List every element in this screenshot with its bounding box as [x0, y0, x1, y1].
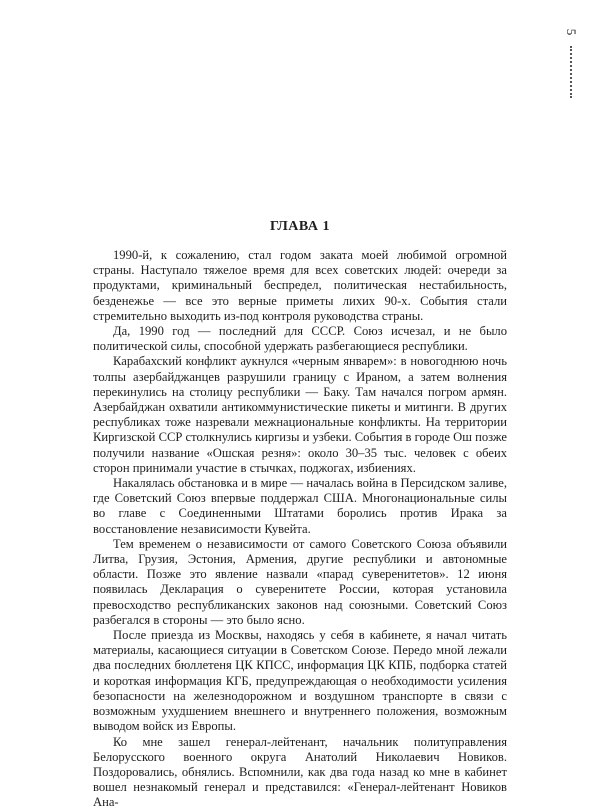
paragraph-2: Да, 1990 год — последний для СССР. Союз исчезал, и не было политической силы, способной удержать разбегающиеся республики.: [93, 324, 507, 354]
paragraph-1: 1990-й, к сожалению, стал годом заката моей любимой огромной страны. Наступало тяжелое время для всех советских людей: очереди за продуктами, криминальный беспредел, политическая нестабильность, безденежье — все это верные приметы лихих 90-х. События стали стремительно выходить из-под контроля руководства страны.: [93, 248, 507, 323]
paragraph-3: Карабахский конфликт аукнулся «черным январем»: в новогоднюю ночь толпы азербайджанцев разрушили границу с Ираном, а затем волнения перекинулись на столицу республики — Баку. Там начался погром армян. Азербайджан охватили антикоммунистические пикеты и митинги. В других республиках тоже назревали межнациональные конфликты. На территории Киргизской ССР столкнулись киргизы и узбеки. События в городе Ош позже получили название «Ошская резня»: около 30–35 тыс. человек с обеих сторон принимали участие в стычках, поджогах, избиениях.: [93, 354, 507, 475]
chapter-title: ГЛАВА 1: [270, 219, 330, 234]
paragraph-7: Ко мне зашел генерал-лейтенант, начальник политуправления Белорусского военного округа Анатолий Николаевич Новиков. Поздоровались, обнялись. Вспомнили, как два года назад ко мне в кабинет вошел незнакомый генерал и представился: «Генерал-лейтенант Новиков Ана-: [93, 734, 507, 810]
paragraph-5: Тем временем о независимости от самого Советского Союза объявили Литва, Грузия, Эстония, Армения, другие республики и автономные области. Позже это явление назвали «парад суверенитетов». 12 июня появилась Декларация о суверенитете России, которая установила превосходство республиканских законов над союзными. Советский Союз разбегался в стороны — это было ясно.: [93, 536, 507, 627]
paragraph-4: Накалялась обстановка и в мире — началась война в Персидском заливе, где Советский Союз впервые поддержал США. Многонациональные силы во главе с Соединенными Штатами боролись против Ирака за восстановление независимости Кувейта.: [93, 476, 507, 536]
dot-leader-divider: [570, 46, 572, 98]
page-number: 5: [564, 28, 579, 36]
chapter-text: [93, 248, 507, 811]
paragraph-6: После приезда из Москвы, находясь у себя в кабинете, я начал читать материалы, касающиеся ситуации в Советском Союзе. Передо мной лежали два последних бюллетеня ЦК КПСС, информация ЦК КПБ, подборка статей и короткая информация КГБ, предупреждающая о необходимости усиления безопасности на железнодорожном и воздушном транспорте в связи с возможным ухудшением внешнего и внутреннего положения, возможным выводом войск из Европы.: [93, 628, 507, 734]
